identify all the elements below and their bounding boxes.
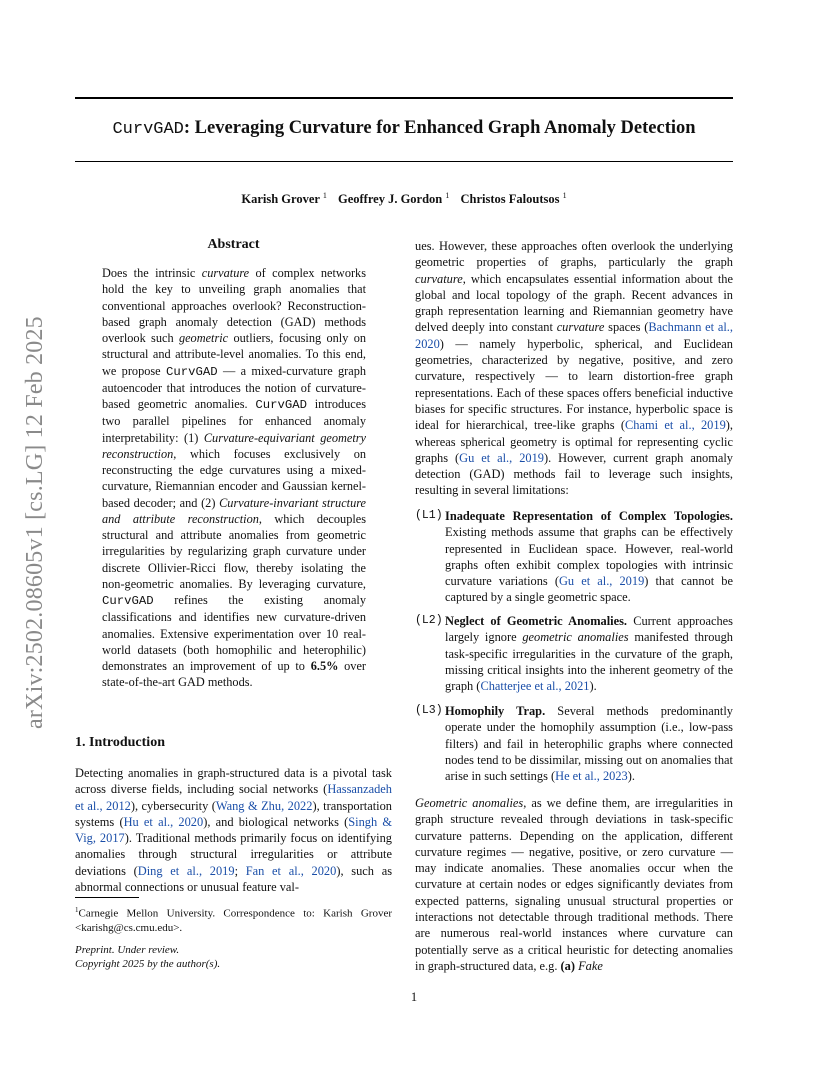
citation-link[interactable]: Hu et al., 2020 <box>123 814 204 829</box>
introduction-paragraph: Detecting anomalies in graph-structured data is a pivotal task across diverse fields, including social networks (Hassanzadeh et al., 2012), cybersecurity (Wang & Zhu, 2022), transportation systems (Hu et al., 2020), and biological networks (Singh & Vig, 2017). Traditional methods primarily focus on identifying anomalies through structural irregularities or attribute deviations (Ding et al., 2019; Fan et al., 2020), such as abnormal connections or unusual feature val- <box>75 766 393 895</box>
limitation-item: (L2) Neglect of Geometric Anomalies. Current approaches largely ignore geometric anomalies manifested through task-specific irregularities in the curvature of the graph, missing critical insights into the inherent geometry of the graph (Chatterjee et al., 2021). <box>415 614 733 694</box>
title-rule-bottom <box>75 161 733 162</box>
citation-link[interactable]: Gu et al., 2019 <box>558 574 645 589</box>
citation-link[interactable]: Hassanzadeh et al., 2012 <box>75 782 392 813</box>
citation-link[interactable]: Gu et al., 2019 <box>459 450 544 465</box>
title-code: CurvGAD <box>112 120 184 139</box>
limitation-item: (L1) Inadequate Representation of Complex Topologies. Existing methods assume that graphs can be effectively represented in Euclidean space. However, real-world graphs often exhibit complex topologies with intrinsic curvature variations (Gu et al., 2019) that cannot be captured by a single geometric space. <box>415 509 733 605</box>
citation-link[interactable]: Fan et al., 2020 <box>245 863 337 878</box>
author-2: Geoffrey J. Gordon $^1$ <box>337 191 450 207</box>
limitation-title: Neglect of Geometric Anomalies <box>445 614 624 628</box>
title-rule-top <box>75 97 733 99</box>
footnote-rule <box>75 897 139 898</box>
author-1: Karish Grover $^1$ <box>241 191 327 207</box>
limitation-tag: (L3) <box>415 704 443 717</box>
abstract-body: Does the intrinsic curvature of complex networks hold the key to unveiling graph anomalies that conventional approaches overlook? Reconstruction-based graph anomaly detection (GAD) methods overlook such geometric outliers, focusing only on structural and attribute-level anomalies. To this end, we propose CurvGAD — a mixed-curvature graph autoencoder that introduces the notion of curvature-based geometric anomalies. CurvGAD introduces two parallel pipelines for enhanced anomaly interpretability: (1) Curvature-equivariant geometry reconstruction, which focuses exclusively on reconstructing the edge curvatures using a mixed-curvature, Riemannian encoder and Gaussian kernel-based decoder; and (2) Curvature-invariant structure and attribute reconstruction, which decouples structural and attribute anomalies from geometric irregularities by regularizing graph curvature under discrete Ollivier-Ricci flow, thereby isolating the non-geometric anomalies. By leveraging curvature, CurvGAD refines the existing anomaly classifications and identifies new curvature-driven anomalies. Extensive experimentation over 10 real-world datasets (both homophilic and heterophilic) demonstrates an improvement of up to 6.5% over state-of-the-art GAD methods. <box>102 266 367 690</box>
citation-link[interactable]: Singh & Vig, 2017 <box>75 814 392 846</box>
limitation-title: Homophily Trap <box>445 704 543 718</box>
citation-link[interactable]: Bachmann et al., 2020 <box>415 320 733 351</box>
abstract-heading: Abstract <box>207 237 260 252</box>
citation-link[interactable]: Chami et al., 2019 <box>624 418 726 433</box>
citation-link[interactable]: Wang & Zhu, 2022 <box>215 798 313 813</box>
citation-link[interactable]: He et al., 2023 <box>555 769 628 784</box>
limitation-item: (L3) Homophily Trap. Several methods predominantly operate under the homophily assumption (i.e., low-pass filters) and fail in heterophilic graphs where connected nodes tend to be dissimilar, missing out on anomalies that arise in such settings (He et al., 2023). <box>415 704 733 784</box>
paper-title <box>75 118 733 139</box>
author-list <box>75 191 733 207</box>
limitation-tag: (L1) <box>415 509 443 522</box>
arxiv-identifier: arXiv:2502.08605v1 [cs.LG] 12 Feb 2025 <box>22 316 48 730</box>
citation-link[interactable]: Chatterjee et al., 2021 <box>480 679 590 694</box>
intro-continuation-paragraph: ues. However, these approaches often overlook the underlying geometric properties of graphs, particularly the graph curvature, which encapsulates essential information about the global and local topology of the graph. Recent advances in graph representation learning and Riemannian geometry have delved deeply into constant curvature spaces (Bachmann et al., 2020) — namely hyperbolic, spherical, and Euclidean geometries, characterized by negative, positive, and zero curvature, respectively — to learn distortion-free graph representations. Each of these spaces offers beneficial inductive biases for specific structures. For instance, hyperbolic space is ideal for hierarchical, tree-like graphs (Chami et al., 2019), whereas spherical geometry is optimal for representing cyclic graphs (Gu et al., 2019). However, current graph anomaly detection (GAD) methods fail to leverage such insights, resulting in several limitations: <box>415 239 733 498</box>
title-rest: : Leveraging Curvature for Enhanced Graph Anomaly Detection <box>183 118 696 138</box>
page-number: 1 <box>410 990 418 1004</box>
geometric-anomalies-paragraph: Geometric anomalies, as we define them, are irregularities in graph structure revealed through deviations in task-specific curvature patterns. Depending on the application, different curvature regimes — negative, positive, or zero curvature — may indicate anomalies. These anomalies occur when the curvature at certain nodes or edges significantly deviates from expected patterns, signaling unusual structural properties or interactions not detectable through traditional methods. There are numerous real-world instances where curvature can potentially serve as a critical heuristic for detecting anomalies in graph-structured data, e.g. (a) Fake <box>415 796 733 973</box>
introduction-heading: 1. Introduction <box>75 735 165 750</box>
limitation-title: Inadequate Representation of Complex Topologies <box>445 509 730 523</box>
limitation-tag: (L2) <box>415 614 443 627</box>
footnote: $^1$Carnegie Mellon University. Correspondence to: Karish Grover <karishg@cs.cmu.edu>. <box>75 906 392 934</box>
preprint-notice: Preprint. Under review. Copyright 2025 by the author(s). <box>75 944 221 970</box>
author-3: Christos Faloutsos $^1$ <box>460 191 567 207</box>
citation-link[interactable]: Ding et al., 2019 <box>137 863 235 878</box>
